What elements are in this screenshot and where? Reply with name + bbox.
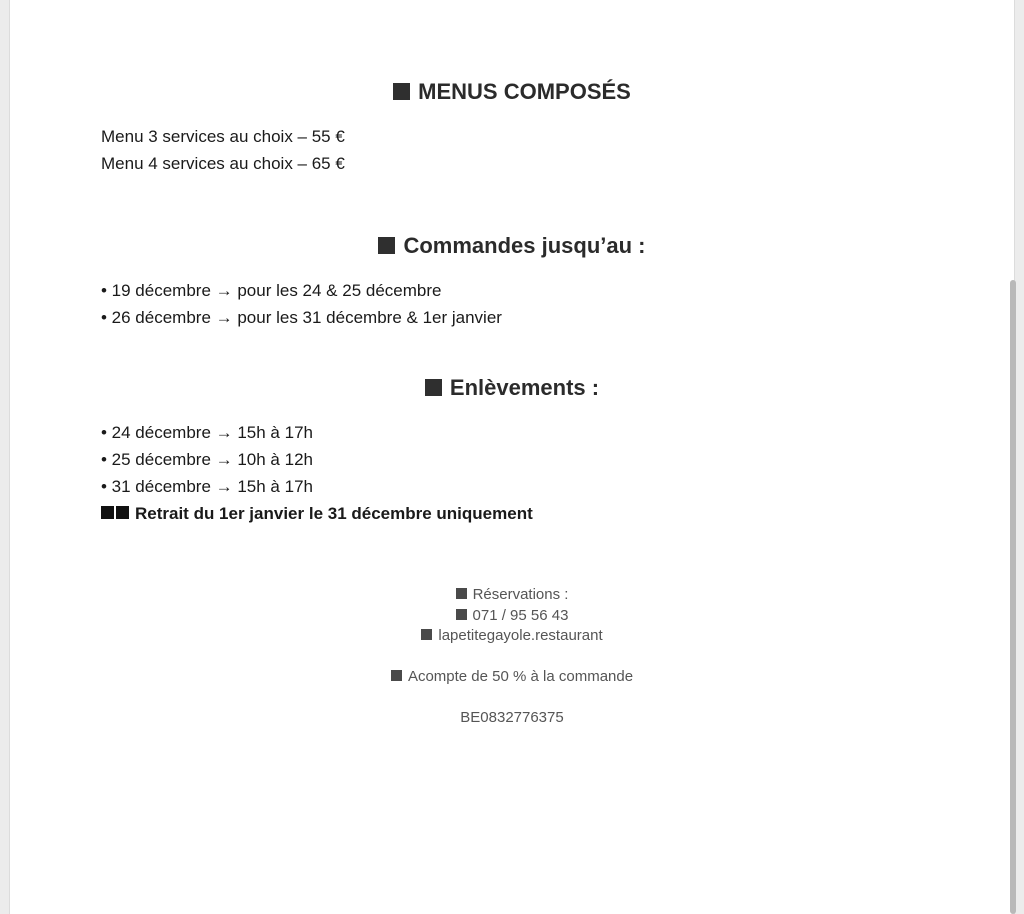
menu-item: Menu 3 services au choix – 55 € — [101, 127, 345, 146]
pickup-item: • 25 décembre → 10h à 12h — [101, 450, 313, 469]
pickup-item: • 31 décembre → 15h à 17h — [101, 477, 313, 496]
vat-number: BE0832776375 — [460, 709, 564, 726]
pickup-note-text: Retrait du 1er janvier le 31 décembre uniquement — [135, 504, 533, 523]
square-bullet-icon — [378, 237, 395, 254]
website-text: lapetitegayole.restaurant — [438, 627, 603, 644]
deposit-line — [0, 668, 1024, 685]
menu-item: Menu 4 services au choix – 65 € — [101, 154, 345, 173]
menus-title: MENUS COMPOSÉS — [418, 79, 631, 104]
order-item: • 19 décembre → pour les 24 & 25 décembre — [101, 281, 442, 300]
order-item: • 26 décembre → pour les 31 décembre & 1er janvier — [101, 308, 502, 327]
pickup-note — [101, 504, 533, 524]
pickups-heading — [0, 375, 1024, 401]
reservations-line — [0, 586, 1024, 603]
phone-icon — [456, 609, 467, 620]
square-bullet-icon — [425, 379, 442, 396]
orders-heading — [0, 233, 1024, 259]
orders-title: Commandes jusqu’au : — [403, 233, 646, 258]
square-bullet-icon — [391, 670, 402, 681]
reservations-label: Réservations : — [472, 586, 569, 603]
deposit-text: Acompte de 50 % à la commande — [407, 668, 634, 685]
square-bullet-icon — [393, 83, 410, 100]
phone-number: 071 / 95 56 43 — [472, 607, 569, 624]
phone-line — [0, 607, 1024, 624]
square-bullet-icon — [116, 506, 129, 519]
square-bullet-icon — [456, 588, 467, 599]
square-bullet-icon — [101, 506, 114, 519]
web-icon — [421, 629, 432, 640]
pickup-item: • 24 décembre → 15h à 17h — [101, 423, 313, 442]
pickups-title: Enlèvements : — [449, 375, 600, 400]
menus-heading — [0, 79, 1024, 105]
website-line — [0, 627, 1024, 644]
